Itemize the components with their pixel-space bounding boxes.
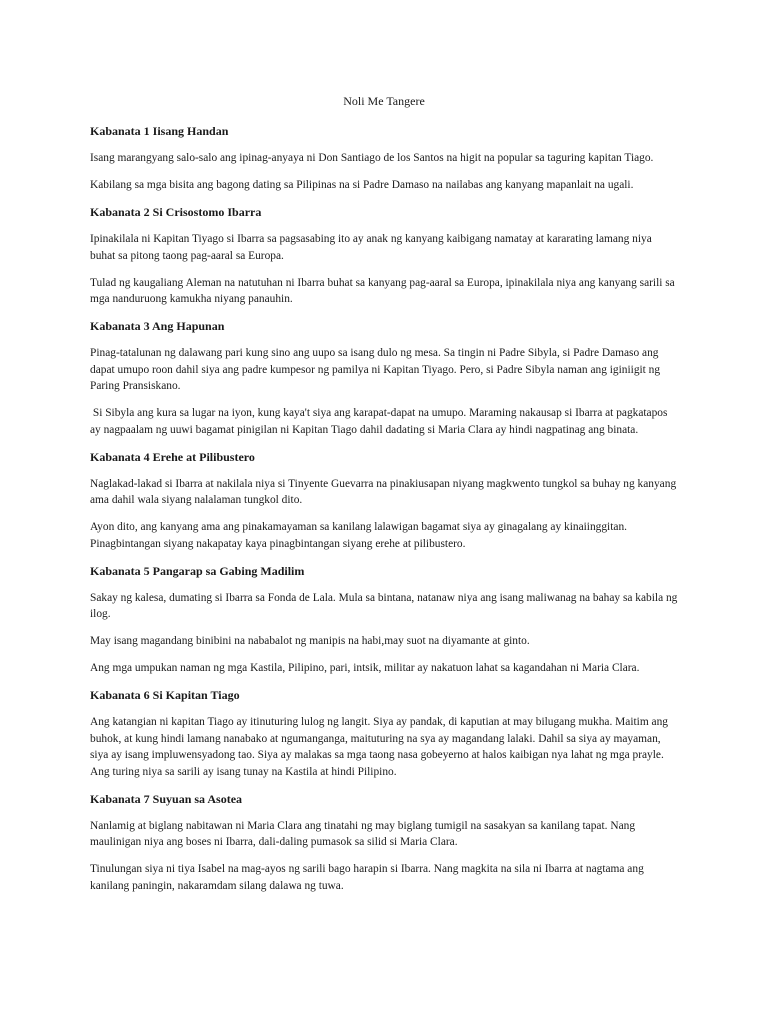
document-title: Noli Me Tangere — [343, 94, 425, 108]
chapter-2 — [90, 204, 678, 308]
paragraph: Ayon dito, ang kanyang ama ang pinakamayaman sa kanilang lalawigan bagamat siya ay ginagalang ay kinaiinggitan. Pinagbintangan siyang nakapatay kaya pinagbintangan siyang erehe at pilibustero. — [90, 521, 630, 550]
chapter-6 — [90, 687, 678, 780]
paragraph: Ipinakilala ni Kapitan Tiyago si Ibarra sa pagsasabing ito ay anak ng kanyang kaibigang namatay at kararating lamang niya buhat sa pitong taong pag-aaral sa Europa. — [90, 233, 655, 262]
chapter-3 — [90, 318, 678, 438]
chapter-heading: Kabanata 5 Pangarap sa Gabing Madilim — [90, 563, 305, 578]
chapter-4 — [90, 449, 678, 553]
paragraph: Pinag-tatalunan ng dalawang pari kung sino ang uupo sa isang dulo ng mesa. Sa tingin ni Padre Sibyla, si Padre Damaso ang dapat umupo roon dahil siya ang padre kumpesor ng pamilya ni Kapitan Tiyago. Pero, si Padre Sibyla naman ang iginiigit ng Paring Pransiskano. — [90, 347, 663, 392]
chapter-5 — [90, 563, 681, 677]
paragraph: Nanlamig at biglang nabitawan ni Maria Clara ang tinatahi ng may biglang tumigil na sasakyan sa kanilang tapat. Nang maulinigan niya ang boses ni Ibarra, dali-daling pumasok sa silid si Maria Clara. — [90, 819, 638, 848]
chapter-heading: Kabanata 6 Si Kapitan Tiago — [90, 688, 240, 702]
document-page — [90, 93, 681, 905]
chapter-heading: Kabanata 4 Erehe at Pilibustero — [90, 449, 255, 464]
paragraph: Naglakad-lakad si Ibarra at nakilala niya si Tinyente Guevarra na pinakiusapan niyang magkwento tungkol sa buhay ng kanyang ama dahil wala siyang nalalaman tungkol dito. — [90, 477, 679, 506]
chapter-7 — [90, 791, 678, 895]
chapter-heading: Kabanata 1 Iisang Handan — [90, 124, 229, 138]
paragraph: Si Sibyla ang kura sa lugar na iyon, kung kaya't siya ang karapat-dapat na umupo. Maraming nakausap si Ibarra at pagkatapos ay nagpaalam ng uuwi bagamat pinigilan ni Kapitan Tiago dahil dadating si Maria Clara ay hindi nagpatinag ang binata. — [90, 407, 671, 436]
paragraph: Ang mga umpukan naman ng mga Kastila, Pilipino, pari, intsik, militar ay nakatuon lahat sa kagandahan ni Maria Clara. — [90, 662, 640, 674]
paragraph: Isang marangyang salo-salo ang ipinag-anyaya ni Don Santiago de los Santos na higit na popular sa taguring kapitan Tiago. — [90, 152, 654, 164]
paragraph: Tulad ng kaugaliang Aleman na natutuhan ni Ibarra buhat sa kanyang pag-aaral sa Europa, ipinakilala niya ang kanyang sarili sa mga nanduruong kamukha niyang panauhin. — [90, 276, 678, 305]
paragraph: Kabilang sa mga bisita ang bagong dating sa Pilipinas na si Padre Damaso na nailabas ang kanyang mapanlait na ugali. — [90, 179, 634, 191]
paragraph: Sakay ng kalesa, dumating si Ibarra sa Fonda de Lala. Mula sa bintana, natanaw niya ang isang maliwanag na bahay sa kabila ng ilog. — [90, 591, 681, 620]
chapter-heading: Kabanata 3 Ang Hapunan — [90, 319, 225, 333]
paragraph: Tinulungan siya ni tiya Isabel na mag-ayos ng sarili bago harapin si Ibarra. Nang magkita na sila ni Ibarra at nagtama ang kanilang paningin, nakaramdam silang dalawa ng tuwa. — [90, 863, 647, 892]
paragraph: Ang katangian ni kapitan Tiago ay itinuturing lulog ng langit. Siya ay pandak, di kaputian at may bilugang mukha. Maitim ang buhok, at kung hindi lamang nanabako at ngumanganga, maituturing na sya ay magandang lalaki. Dahil sa siya ay mayaman, siya ay isang impluwensyadong tao. Siya ay malakas sa mga taong nasa gobeyerno at halos kaibigan nya lahat ng mga prayle. Ang turing niya sa sarili ay isang tunay na Kastila at hindi Pilipino. — [90, 716, 671, 778]
chapter-1 — [90, 123, 678, 194]
paragraph: May isang magandang binibini na nababalot ng manipis na habi,may suot na diyamante at ginto. — [90, 635, 530, 647]
chapter-heading: Kabanata 7 Suyuan sa Asotea — [90, 791, 243, 806]
chapter-heading: Kabanata 2 Si Crisostomo Ibarra — [90, 205, 262, 219]
